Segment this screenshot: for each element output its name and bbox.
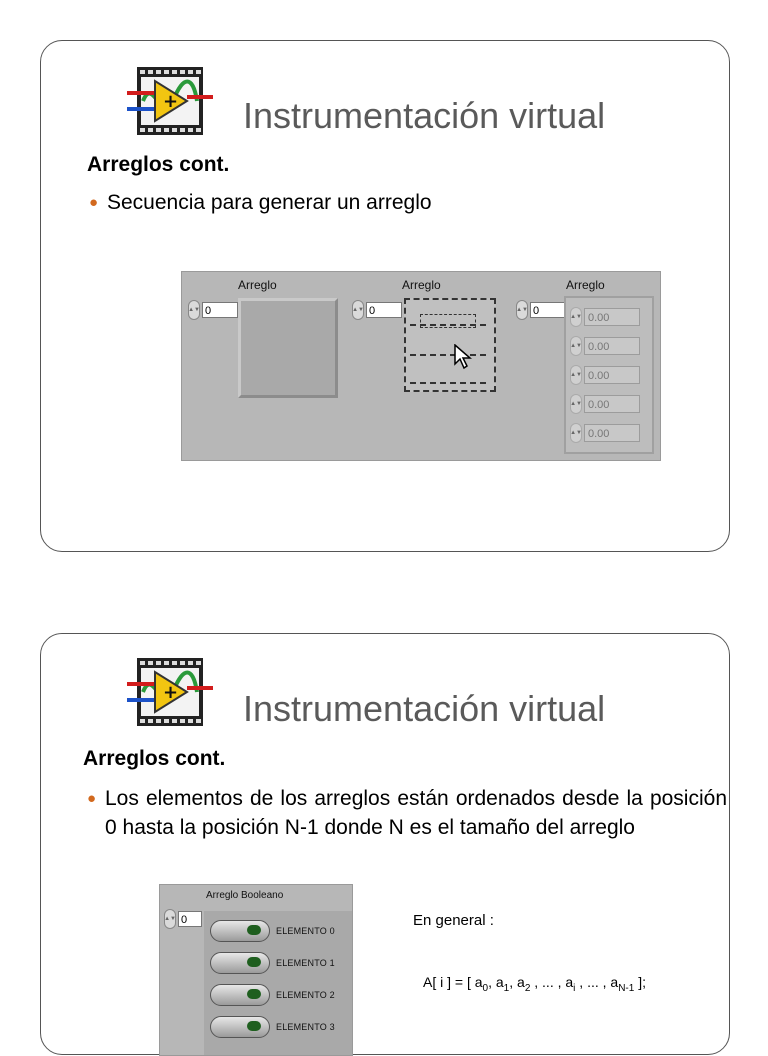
slide-subtitle: Arreglos cont. xyxy=(83,747,226,770)
boolean-array-figure xyxy=(159,884,353,1056)
array-index-control[interactable] xyxy=(516,300,568,320)
slide-title: Instrumentación virtual xyxy=(243,95,606,136)
empty-array-frame xyxy=(238,298,338,398)
spinner-icon[interactable]: ▲▼ xyxy=(570,307,582,327)
slide-2 xyxy=(40,633,730,1055)
toggle-button-icon[interactable] xyxy=(210,920,270,942)
array-index-value[interactable]: 0 xyxy=(366,302,402,318)
array-index-value[interactable]: 0 xyxy=(530,302,566,318)
boolean-element[interactable]: ELEMENTO 3 xyxy=(210,1015,335,1039)
general-label: En general : xyxy=(413,912,494,929)
spinner-icon[interactable]: ▲▼ xyxy=(352,300,364,320)
boolean-array-frame xyxy=(204,911,352,1056)
numeric-element[interactable]: ▲▼ 0.00 xyxy=(570,422,646,444)
numeric-element[interactable]: ▲▼ 0.00 xyxy=(570,335,646,357)
array-label: Arreglo Booleano xyxy=(206,890,284,901)
spinner-icon[interactable]: ▲▼ xyxy=(570,394,582,414)
array-index-value[interactable]: 0 xyxy=(178,911,202,927)
array-index-control[interactable] xyxy=(352,300,404,320)
labview-logo-icon xyxy=(127,658,213,726)
bullet-dot-icon: ● xyxy=(89,194,99,211)
svg-text:+: + xyxy=(163,682,179,703)
array-label: Arreglo xyxy=(402,278,441,292)
slide-subtitle: Arreglos cont. xyxy=(87,153,230,176)
boolean-element[interactable]: ELEMENTO 2 xyxy=(210,983,335,1007)
toggle-button-icon[interactable] xyxy=(210,952,270,974)
spinner-icon[interactable]: ▲▼ xyxy=(188,300,200,320)
array-formula: A[ i ] = [ $a_0$, $a_1$, $a_2$ , ... , $a_i$ , ... , $a_{N-1}$ ]; xyxy=(423,974,646,994)
labview-logo-icon xyxy=(127,67,213,135)
svg-text:+: + xyxy=(163,91,179,112)
array-figure xyxy=(181,271,661,461)
array-index-value[interactable]: 0 xyxy=(202,302,238,318)
bullet-dot-icon: ● xyxy=(87,790,97,807)
bullet-item: ● Los elementos de los arreglos están ordenados desde la posición 0 hasta la posición N-1 donde N es el tamaño del arreglo xyxy=(105,784,727,842)
numeric-array-frame xyxy=(564,296,654,454)
spinner-icon[interactable]: ▲▼ xyxy=(570,423,582,443)
array-drop-target[interactable] xyxy=(404,298,496,392)
slide-1 xyxy=(40,40,730,552)
toggle-button-icon[interactable] xyxy=(210,984,270,1006)
mouse-cursor-icon xyxy=(454,344,472,370)
numeric-element[interactable]: ▲▼ 0.00 xyxy=(570,393,646,415)
toggle-button-icon[interactable] xyxy=(210,1016,270,1038)
array-label: Arreglo xyxy=(238,278,277,292)
numeric-element[interactable]: ▲▼ 0.00 xyxy=(570,364,646,386)
boolean-element[interactable]: ELEMENTO 0 xyxy=(210,919,335,943)
slide-title: Instrumentación virtual xyxy=(243,688,606,729)
numeric-element[interactable]: ▲▼ 0.00 xyxy=(570,306,646,328)
array-label: Arreglo xyxy=(566,278,605,292)
spinner-icon[interactable]: ▲▼ xyxy=(570,336,582,356)
bullet-item: ● Secuencia para generar un arreglo xyxy=(107,188,707,217)
spinner-icon[interactable]: ▲▼ xyxy=(516,300,528,320)
boolean-element[interactable]: ELEMENTO 1 xyxy=(210,951,335,975)
spinner-icon[interactable]: ▲▼ xyxy=(570,365,582,385)
spinner-icon[interactable]: ▲▼ xyxy=(164,909,176,929)
array-index-control[interactable] xyxy=(188,300,240,320)
